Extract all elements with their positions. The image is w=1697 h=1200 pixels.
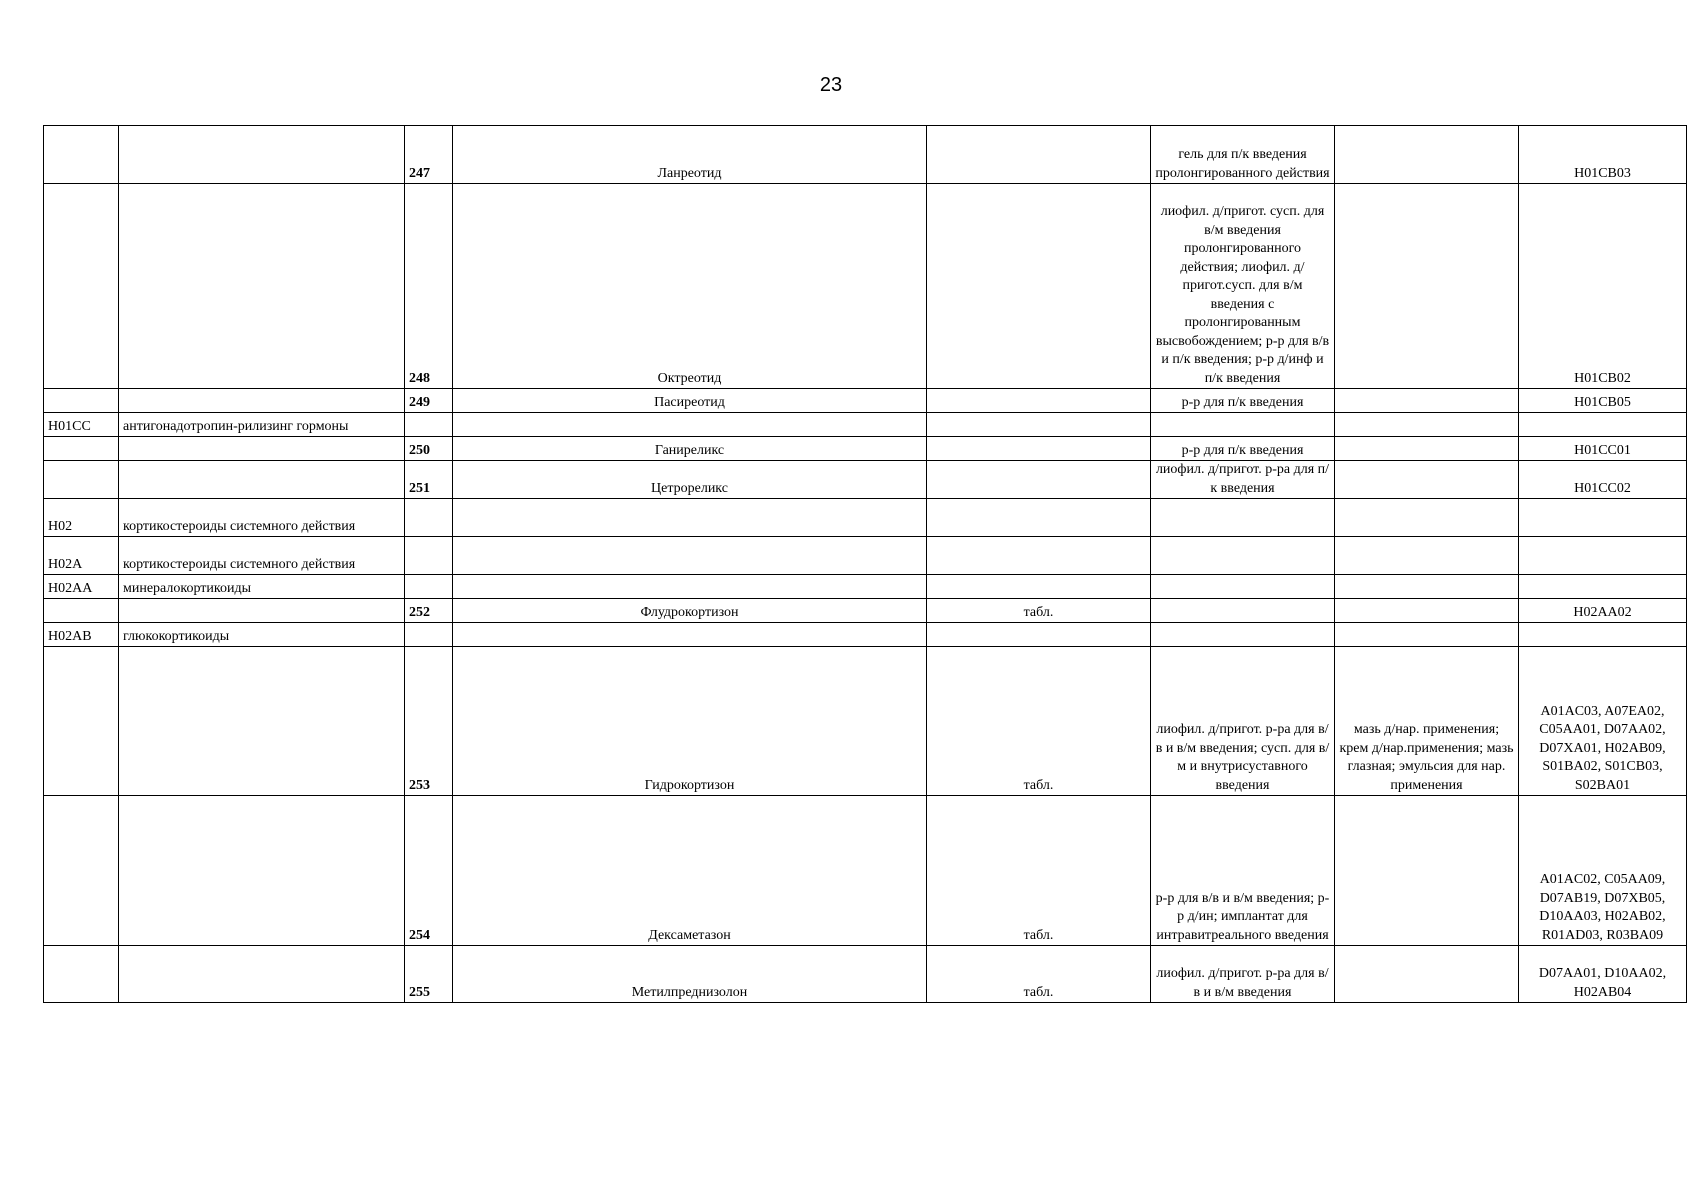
item-number: 255 [405,946,453,1003]
atc-code-cell [44,437,119,461]
oral-form [927,184,1151,389]
group-name-cell [119,599,405,623]
atc-code-cell: H02A [44,537,119,575]
group-row [44,413,1687,437]
group-name-cell [119,184,405,389]
oral-form: табл. [927,647,1151,796]
group-name-cell [119,647,405,796]
external-form [1335,184,1519,389]
atc-codes: H01CB05 [1519,389,1687,413]
table-row [44,599,1687,623]
atc-code-cell [44,126,119,184]
group-row [44,499,1687,537]
external-form: мазь д/нар. применения; крем д/нар.применения; мазь глазная; эмульсия для нар. применения [1335,647,1519,796]
atc-codes: H01CC02 [1519,461,1687,499]
atc-code-cell [44,647,119,796]
atc-codes: A01AC03, A07EA02, C05AA01, D07AA02, D07XA01, H02AB09, S01BA02, S01CB03, S02BA01 [1519,647,1687,796]
injection-form: лиофил. д/пригот. р-ра для п/к введения [1151,461,1335,499]
group-name-cell [119,461,405,499]
atc-code-cell [44,796,119,946]
atc-code-cell [44,946,119,1003]
atc-code-cell: H02 [44,499,119,537]
group-name-cell: глюкокортикоиды [119,623,405,647]
item-number: 254 [405,796,453,946]
injection-form [1151,599,1335,623]
injection-form: лиофил. д/пригот. сусп. для в/м введения пролонгированного действия; лиофил. д/пригот.сусп. для в/м введения с пролонгированным высвобождением; р-р для в/в и п/к введения; р-р д/инф и п/к введения [1151,184,1335,389]
item-number: 247 [405,126,453,184]
atc-code-cell: H01CC [44,413,119,437]
group-row [44,537,1687,575]
atc-codes: H01CB03 [1519,126,1687,184]
group-name-cell: минералокортикоиды [119,575,405,599]
external-form [1335,389,1519,413]
item-number: 253 [405,647,453,796]
atc-codes: H01CB02 [1519,184,1687,389]
group-name-cell [119,946,405,1003]
drug-name: Метилпреднизолон [453,946,927,1003]
drug-name: Дексаметазон [453,796,927,946]
group-name-cell [119,389,405,413]
group-row [44,623,1687,647]
external-form [1335,461,1519,499]
oral-form: табл. [927,599,1151,623]
atc-codes: D07AA01, D10AA02, H02AB04 [1519,946,1687,1003]
oral-form [927,389,1151,413]
atc-codes: H02AA02 [1519,599,1687,623]
table-row [44,796,1687,946]
external-form [1335,126,1519,184]
item-number: 252 [405,599,453,623]
injection-form: р-р для в/в и в/м введения; р-р д/ин; имплантат для интравитреального введения [1151,796,1335,946]
group-name-cell [119,437,405,461]
atc-codes: H01CC01 [1519,437,1687,461]
atc-code-cell: H02AA [44,575,119,599]
drug-name: Гидрокортизон [453,647,927,796]
atc-code-cell [44,599,119,623]
drug-name: Цетрореликс [453,461,927,499]
atc-code-cell [44,461,119,499]
page-number: 23 [819,74,843,96]
drug-list-table [43,125,1687,1003]
group-name-cell: кортикостероиды системного действия [119,499,405,537]
group-name-cell: антигонадотропин-рилизинг гормоны [119,413,405,437]
table-row [44,946,1687,1003]
oral-form [927,461,1151,499]
injection-form: р-р для п/к введения [1151,437,1335,461]
item-number: 249 [405,389,453,413]
drug-name: Октреотид [453,184,927,389]
drug-name: Ланреотид [453,126,927,184]
drug-name: Пасиреотид [453,389,927,413]
injection-form: гель для п/к введения пролонгированного действия [1151,126,1335,184]
oral-form [927,126,1151,184]
table-row [44,184,1687,389]
atc-code-cell [44,184,119,389]
atc-codes: A01AC02, C05AA09, D07AB19, D07XB05, D10AA03, H02AB02, R01AD03, R03BA09 [1519,796,1687,946]
item-number: 248 [405,184,453,389]
external-form [1335,946,1519,1003]
group-name-cell [119,796,405,946]
atc-code-cell [44,389,119,413]
oral-form [927,437,1151,461]
table-row [44,437,1687,461]
injection-form: р-р для п/к введения [1151,389,1335,413]
table-row [44,647,1687,796]
drug-name: Ганиреликс [453,437,927,461]
table-row [44,461,1687,499]
drug-name: Флудрокортизон [453,599,927,623]
item-number: 250 [405,437,453,461]
table-row [44,126,1687,184]
oral-form: табл. [927,796,1151,946]
group-row [44,575,1687,599]
oral-form: табл. [927,946,1151,1003]
injection-form: лиофил. д/пригот. р-ра для в/в и в/м введения; сусп. для в/м и внутрисуставного введения [1151,647,1335,796]
external-form [1335,599,1519,623]
atc-code-cell: H02AB [44,623,119,647]
group-name-cell: кортикостероиды системного действия [119,537,405,575]
external-form [1335,796,1519,946]
group-name-cell [119,126,405,184]
item-number: 251 [405,461,453,499]
external-form [1335,437,1519,461]
injection-form: лиофил. д/пригот. р-ра для в/в и в/м введения [1151,946,1335,1003]
table-row [44,389,1687,413]
